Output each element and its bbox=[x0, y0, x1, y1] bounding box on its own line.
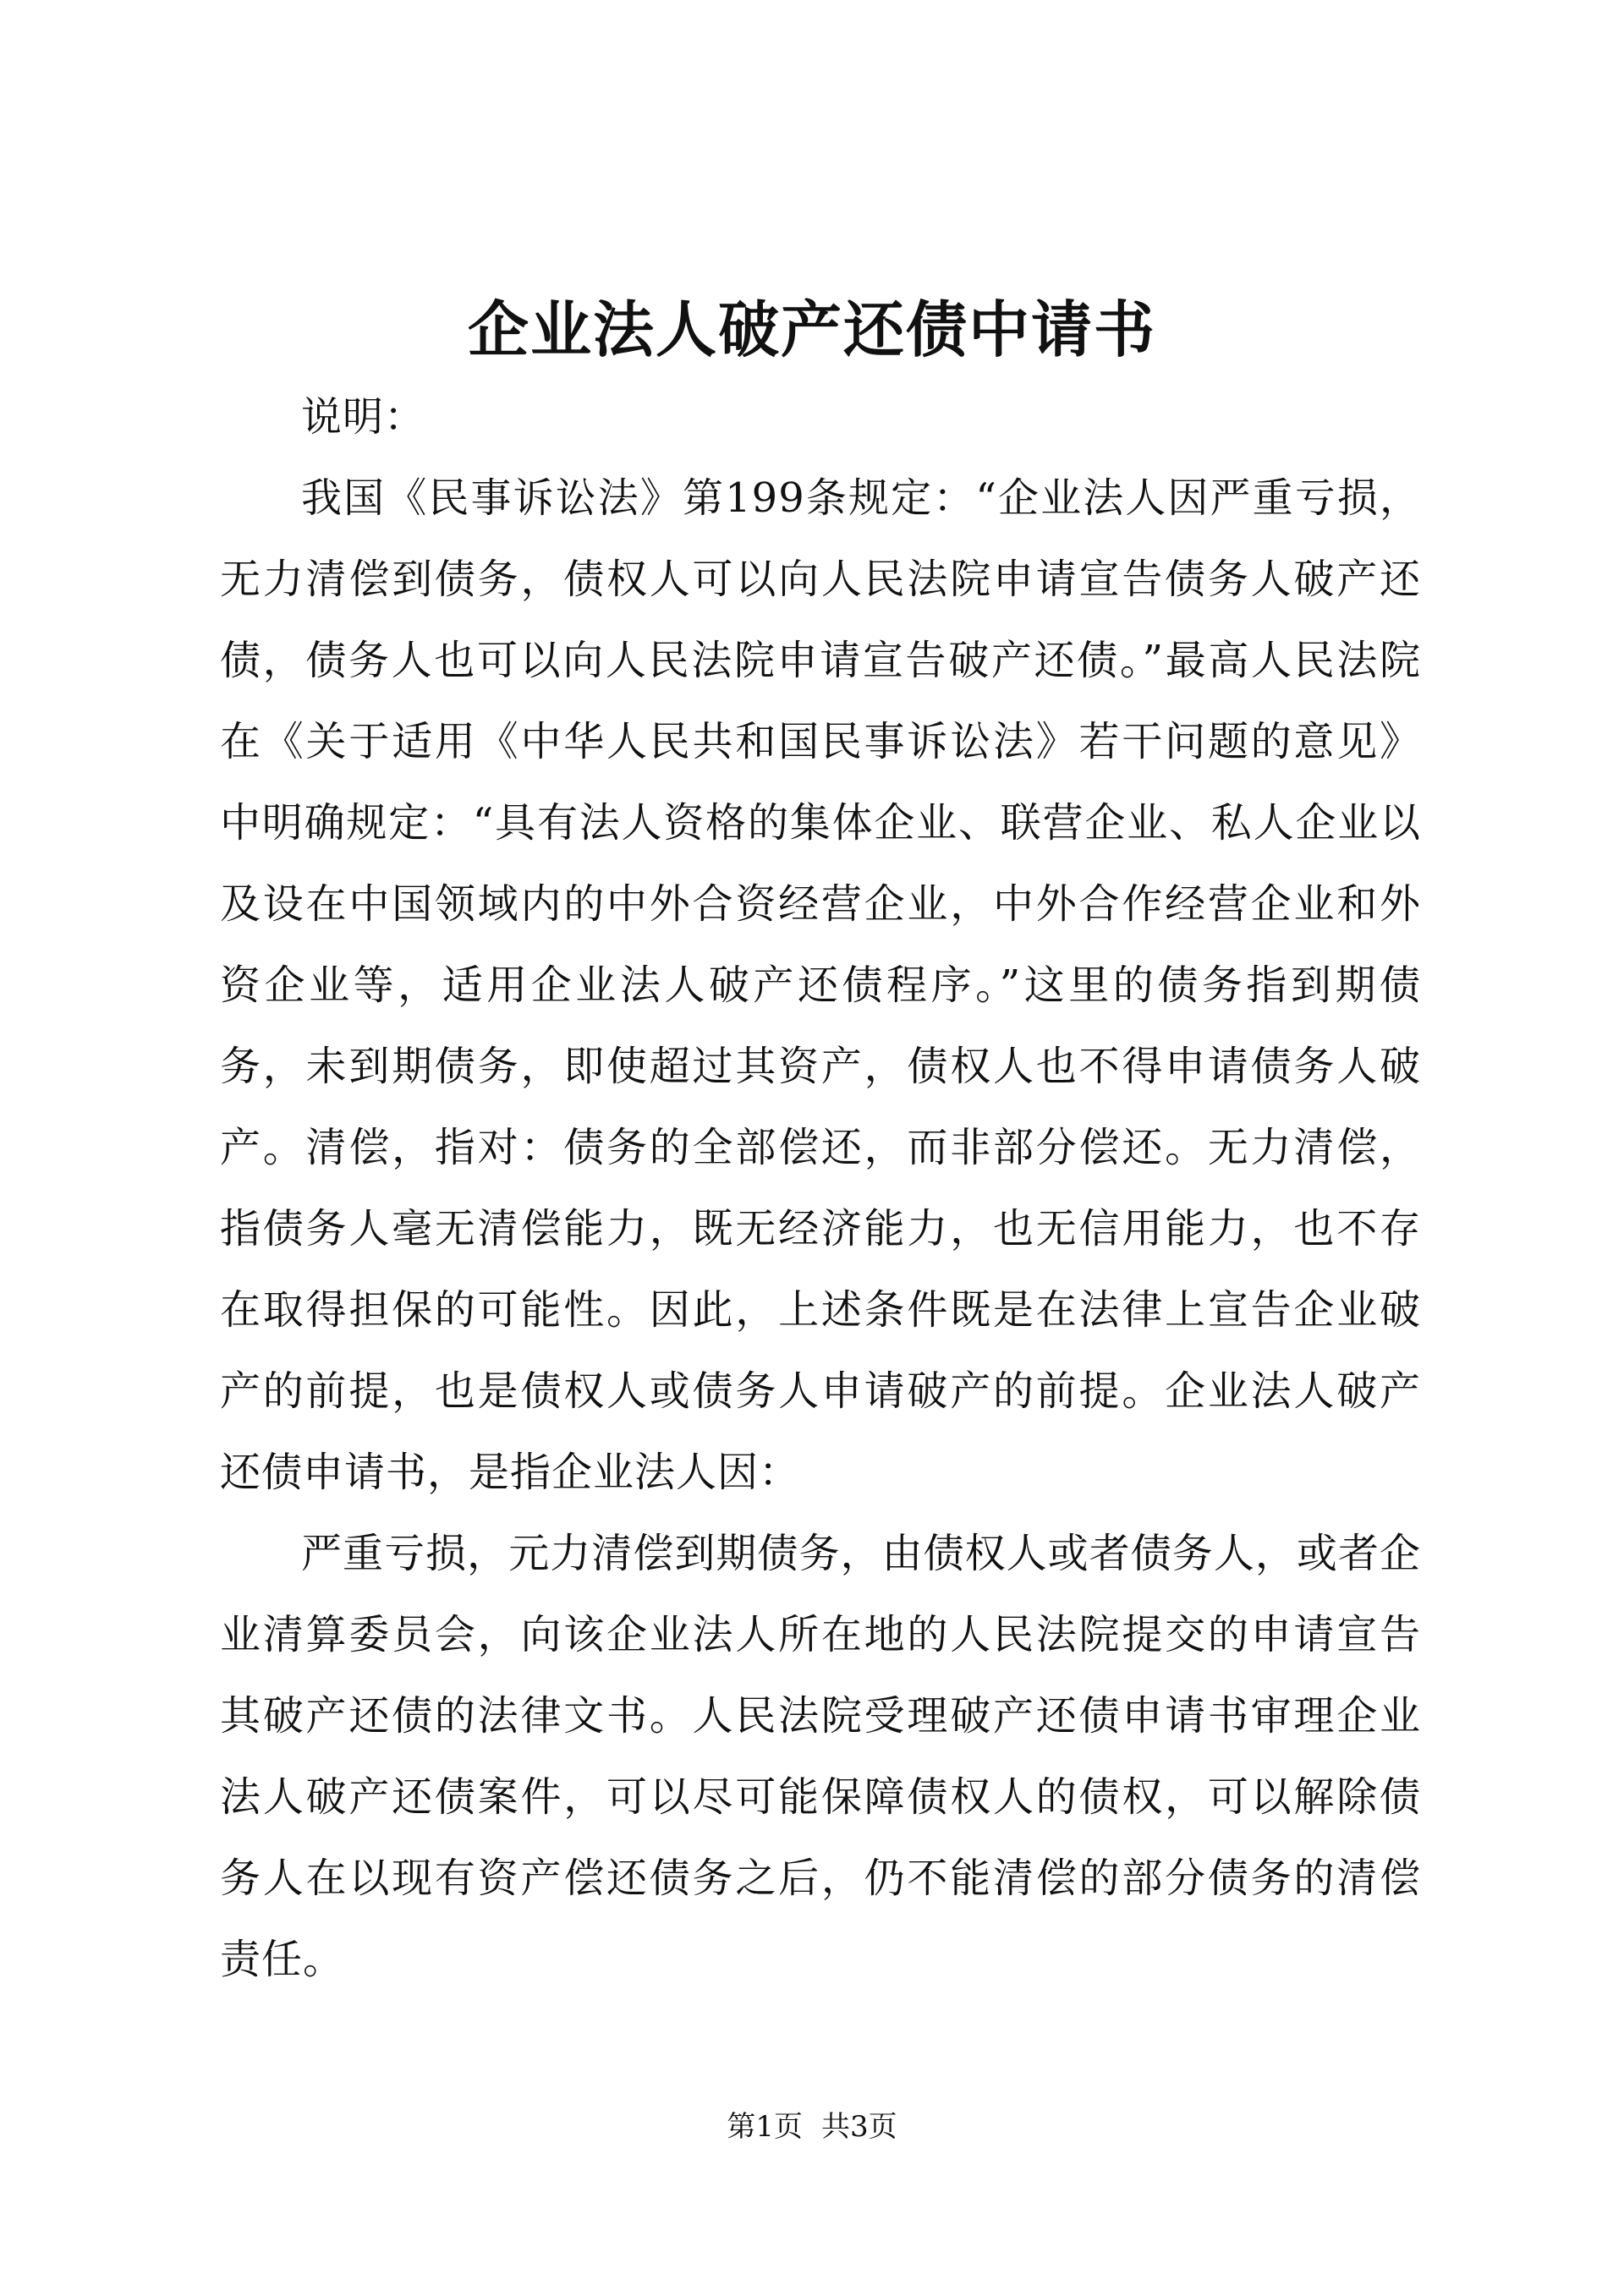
paragraph-definition: 严重亏损，元力清偿到期债务，由债权人或者债务人，或者企业清算委员会，向该企业法人所在地的人民法院提交的申请宣告其破产还债的法律文书。人民法院受理破产还债申请书审理企业法人破产还债案件，可以尽可能保障债权人的债权，可以解除债务人在以现有资产偿还债务之后，仍不能清偿的部分债务的清偿责任。 bbox=[220, 1530, 1421, 1983]
page-number: 第1页 bbox=[727, 2110, 803, 2144]
page-footer bbox=[0, 2106, 1624, 2148]
paragraph-note-heading: 说明： bbox=[301, 393, 426, 441]
document-title: 企业法人破产还债中请书 bbox=[467, 293, 1156, 365]
page-total: 共3页 bbox=[821, 2110, 897, 2144]
paragraph-legal-basis: 我国《民事诉讼法》第199条规定：“企业法人因严重亏损，无力清偿到债务，债权人可以向人民法院申请宣告债务人破产还债，债务人也可以向人民法院申请宣告破产还债。”最高人民法院在《关于适用《中华人民共和国民事诉讼法》若干问题的意见》中明确规定：“具有法人资格的集体企业、联营企业、私人企业以及设在中国领域内的中外合资经营企业，中外合作经营企业和外资企业等，适用企业法人破产还债程序。”这里的债务指到期债务，未到期债务，即使超过其资产，债权人也不得申请债务人破产。清偿，指对：债务的全部偿还，而非部分偿还。无力清偿，指债务人毫无清偿能力，既无经济能力，也无信用能力，也不存在取得担保的可能性。因此，上述条件既是在法律上宣告企业破产的前提，也是债权人或债务人申请破产的前提。企业法人破产还债申请书，是指企业法人因： bbox=[220, 474, 1421, 1496]
document-body bbox=[220, 376, 1421, 2000]
